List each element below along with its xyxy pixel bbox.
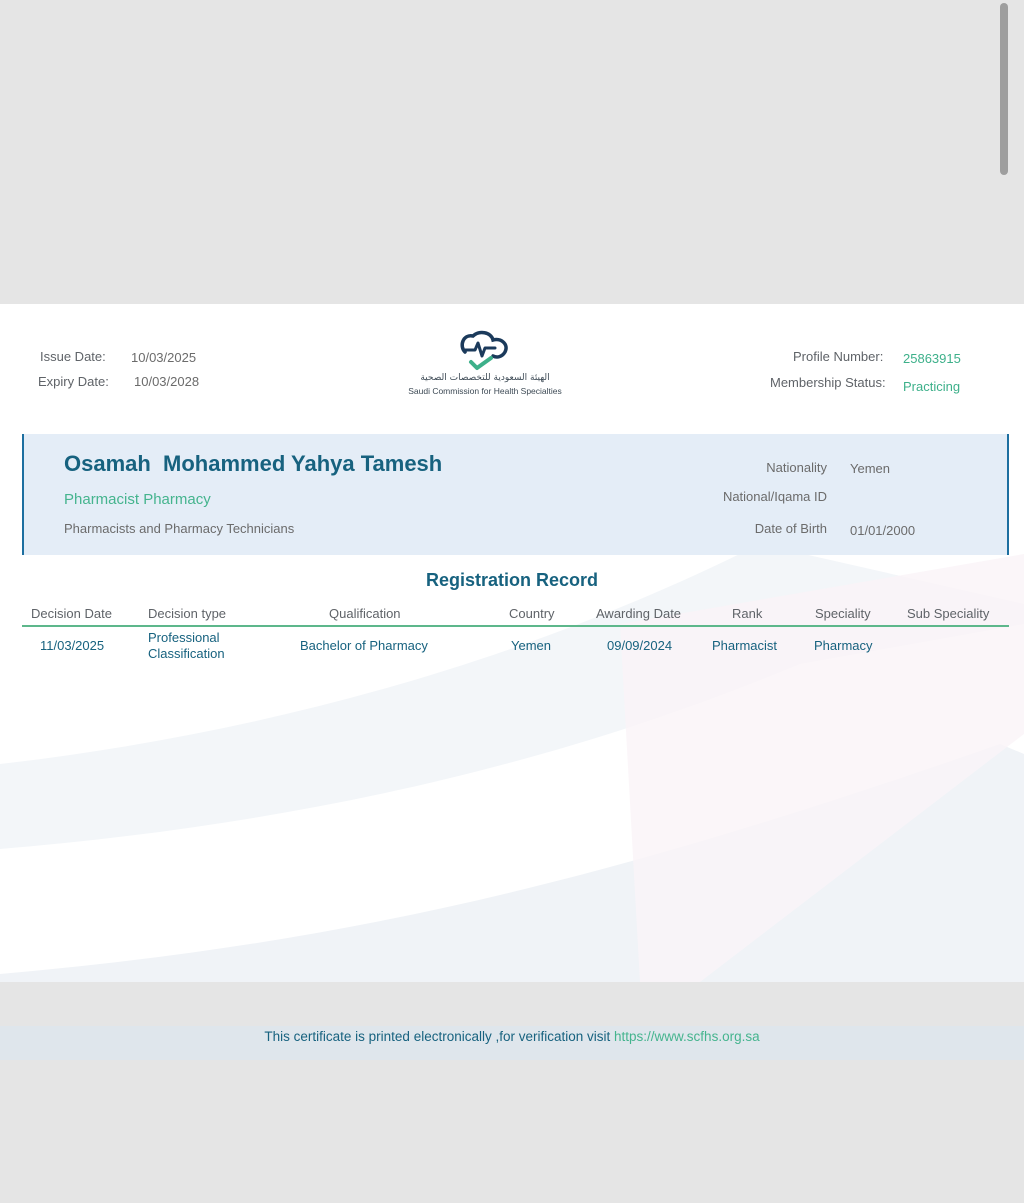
holder-category: Pharmacists and Pharmacy Technicians bbox=[64, 521, 295, 536]
certificate-page bbox=[0, 304, 1024, 982]
profile-number-value: 25863915 bbox=[903, 351, 961, 366]
verification-link[interactable]: https://www.scfhs.org.sa bbox=[614, 1029, 760, 1044]
column-header: Rank bbox=[732, 606, 763, 621]
country-cell: Yemen bbox=[511, 638, 551, 653]
dob-value: 01/01/2000 bbox=[850, 523, 916, 538]
column-header: Speciality bbox=[815, 606, 871, 621]
membership-status-value: Practicing bbox=[903, 379, 961, 394]
speciality-cell: Pharmacy bbox=[814, 638, 873, 653]
rank-cell: Pharmacist bbox=[712, 638, 778, 653]
holder-profession: Pharmacist Pharmacy bbox=[64, 491, 211, 508]
profile-number-label: Profile Number: bbox=[793, 349, 884, 364]
national-id-label: National/Iqama ID bbox=[722, 489, 827, 504]
nationality-value: Yemen bbox=[850, 461, 890, 476]
decision-date-cell: 11/03/2025 bbox=[40, 638, 105, 653]
column-header: Country bbox=[509, 606, 555, 621]
expiry-date-label: Expiry Date: bbox=[38, 374, 109, 389]
scfhs-logo bbox=[405, 330, 565, 400]
expiry-date-value: 10/03/2028 bbox=[134, 374, 200, 389]
qualification-cell: Bachelor of Pharmacy bbox=[300, 638, 428, 653]
registration-table-header bbox=[22, 600, 1009, 627]
column-header: Decision type bbox=[148, 606, 227, 621]
column-header: Decision Date bbox=[31, 606, 112, 621]
dob-label: Date of Birth bbox=[754, 521, 827, 536]
issue-date-label: Issue Date: bbox=[40, 349, 106, 364]
nationality-label: Nationality bbox=[766, 460, 827, 475]
scrollbar-thumb[interactable] bbox=[1000, 3, 1008, 175]
personal-info-box bbox=[22, 434, 1009, 555]
issue-date-value: 10/03/2025 bbox=[131, 350, 197, 365]
column-header: Awarding Date bbox=[596, 606, 682, 621]
awarding-date-cell: 09/09/2024 bbox=[607, 638, 673, 653]
membership-status-label: Membership Status: bbox=[770, 375, 886, 390]
registration-record-title: Registration Record bbox=[425, 570, 599, 590]
logo-english-name: Saudi Commission for Health Specialties bbox=[408, 386, 562, 396]
column-header: Qualification bbox=[329, 606, 401, 621]
logo-arabic-name: الهيئة السعودية للتخصصات الصحية bbox=[420, 373, 550, 383]
decision-type-cell: Professional Classification bbox=[148, 630, 225, 661]
verification-footer bbox=[0, 1026, 1024, 1060]
footer-text: This certificate is printed electronically ,for verification visit bbox=[264, 1029, 611, 1044]
heartbeat-icon bbox=[457, 330, 513, 372]
holder-name: Osamah Mohammed Yahya Tamesh bbox=[64, 451, 443, 476]
column-header: Sub Speciality bbox=[907, 606, 990, 621]
